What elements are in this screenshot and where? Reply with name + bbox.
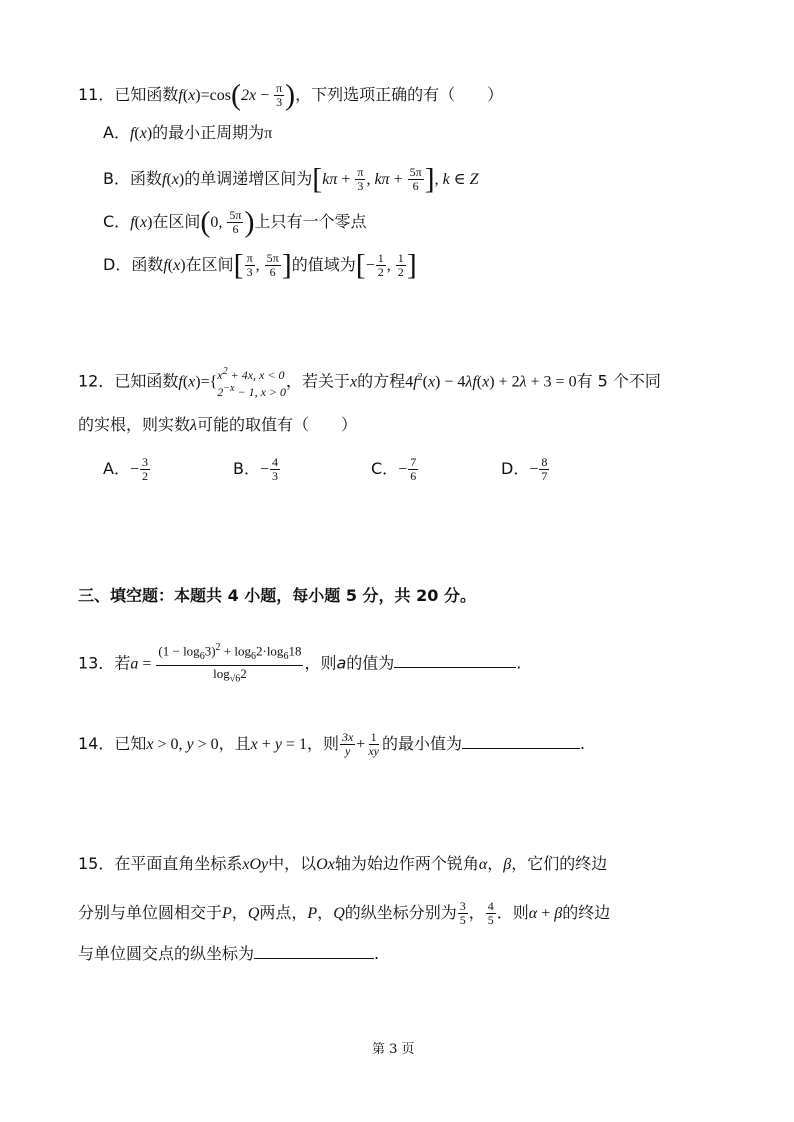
q11-option-b: B．函数f(x)的单调递增区间为[kπ + $\frac{\pi}{3}$ , kπ + $\frac{5\pi}{6}$ ], k ∈ Z (103, 162, 479, 196)
q11-option-d: D．函数f(x)在区间[ $\frac{\pi}{3}$ , $\frac{5\pi}{6}$ ]的值域为[− $\frac{1}{2}$ , $\frac{1}{2}$ ] (103, 248, 417, 282)
q12-option-b: B．− $\frac{4}{3}$ (233, 455, 279, 483)
q12-option-a: A．− $\frac{3}{2}$ (103, 455, 148, 483)
q13-formula: $\frac{(1 - \log_63)^2 + \log_62\cdot\log_618}{\log_{√6}2}$ (158, 642, 302, 685)
q14-answer-blank[interactable] (462, 734, 580, 749)
q14-stem: 14．已知x > 0, y > 0，且x + y = 1，则 $\frac{3x}{y}$ + $\frac{1}{xy}$ 的最小值为 . (78, 730, 586, 758)
q15-line1: 15．在平面直角坐标系xOy中，以Ox轴为始边作两个锐角α，β，它们的终边 (78, 854, 608, 873)
q13-stem: 13．若a = $\frac{(1 - \log_63)^2 + \log_62\cdot\log_618}{\log_{√6}2}$ ，则a的值为 . (78, 640, 521, 688)
q15-line2: 分别与单位圆相交于P，Q两点，P，Q的纵坐标分别为 $\frac{3}{5}$ ， $\frac{4}{5}$ ．则α + β的终边 (78, 899, 611, 927)
q11-stem-after: ，下列选项正确的有（ ） (295, 85, 504, 104)
q11-option-a: A．f(x)的最小正周期为π (103, 123, 273, 142)
q13-answer-blank[interactable] (394, 653, 516, 668)
q15-answer-blank[interactable] (254, 944, 374, 959)
q11-stem-text: 11．已知函数 (78, 85, 179, 104)
q12-option-c: C．− $\frac{7}{6}$ (371, 455, 417, 483)
q12-piecewise: $x^2 + 4x$, x < 0 $2^{-x} - 1$, x > 0 (217, 366, 287, 399)
q11-option-c: C．f(x)在区间(0, $\frac{5\pi}{6}$ )上只有一个零点 (103, 205, 367, 239)
page-number: 第 3 页 (372, 1042, 415, 1057)
q15-line3: 与单位圆交点的纵坐标为 . (78, 944, 380, 963)
q12-stem: 12．已知函数f(x)={ $x^2 + 4x$, x < 0 $2^{-x} - 1$, x > 0 ，若关于x的方程$4f^2(x) - 4\lambda f(x) + 2\lambda + 3 = 0$有 5 个不同 (78, 366, 661, 399)
q11-stem: 11．已知函数f(x)=cos(2x − $\frac{\pi}{3}$ )，下列选项正确的有（ ） (78, 78, 504, 112)
q12-option-d: D．− $\frac{8}{7}$ (501, 455, 548, 483)
q12-line2: 的实根，则实数λ可能的取值有（ ） (78, 415, 357, 434)
q11-function-formula: f (178, 87, 183, 104)
section-heading: 三、填空题：本题共 4 小题，每小题 5 分，共 20 分。 (78, 586, 476, 605)
